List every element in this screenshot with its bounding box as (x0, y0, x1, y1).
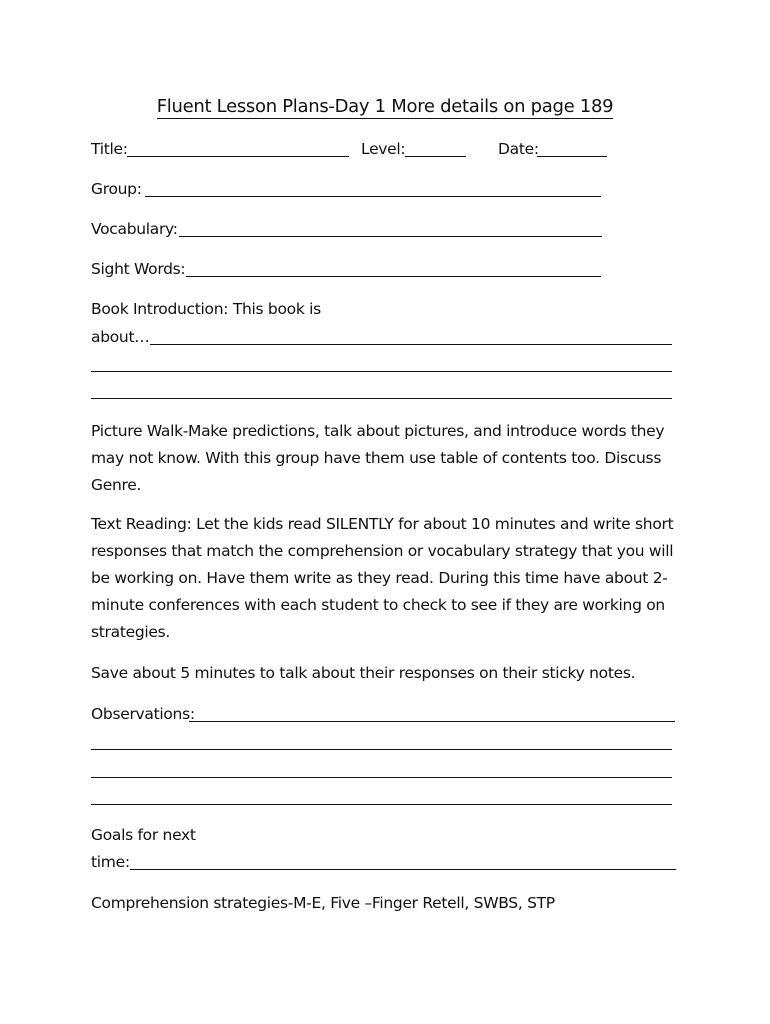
book-intro-label: Book Introduction: This book is (91, 300, 321, 318)
title-label: Title: (91, 140, 128, 158)
book-intro-blank-3[interactable] (91, 398, 672, 399)
page-title: Fluent Lesson Plans-Day 1 More details on page 189 (156, 96, 614, 117)
level-label: Level: (361, 140, 406, 158)
observations-blank-2[interactable] (91, 749, 672, 750)
observations-blank-3[interactable] (91, 777, 672, 778)
book-intro-blank-2[interactable] (91, 371, 672, 372)
group-label: Group: (91, 180, 142, 198)
observations-blank-1[interactable] (189, 721, 675, 722)
vocabulary-label: Vocabulary: (91, 220, 178, 238)
goals-blank[interactable] (130, 869, 676, 870)
book-intro-blank-1[interactable] (150, 344, 672, 345)
text-reading-paragraph: Text Reading: Let the kids read SILENTLY for about 10 minutes and write short responses that match the comprehension or vocabulary strategy that you will be working on. Have them write as they read. During this time have about 2-minute conferences with each student to check to see if they are working on strategies. (91, 515, 674, 641)
goals-time-label: time: (91, 853, 130, 871)
title-blank[interactable] (127, 156, 349, 157)
level-blank[interactable] (405, 156, 466, 157)
comprehension-strategies: Comprehension strategies-M-E, Five –Finger Retell, SWBS, STP (91, 894, 555, 912)
save-time-paragraph: Save about 5 minutes to talk about their responses on their sticky notes. (91, 664, 636, 682)
book-intro-about: about… (91, 328, 150, 346)
goals-label: Goals for next (91, 826, 196, 844)
date-label: Date: (498, 140, 539, 158)
group-blank[interactable] (145, 196, 601, 197)
picture-walk-paragraph: Picture Walk-Make predictions, talk about pictures, and introduce words they may not know. With this group have them use table of contents too. Discuss Genre. (91, 422, 665, 494)
sight-words-label: Sight Words: (91, 260, 186, 278)
observations-label: Observations: (91, 705, 195, 723)
date-blank[interactable] (537, 156, 607, 157)
vocabulary-blank[interactable] (179, 236, 602, 237)
observations-blank-4[interactable] (91, 804, 672, 805)
sight-words-blank[interactable] (186, 276, 601, 277)
